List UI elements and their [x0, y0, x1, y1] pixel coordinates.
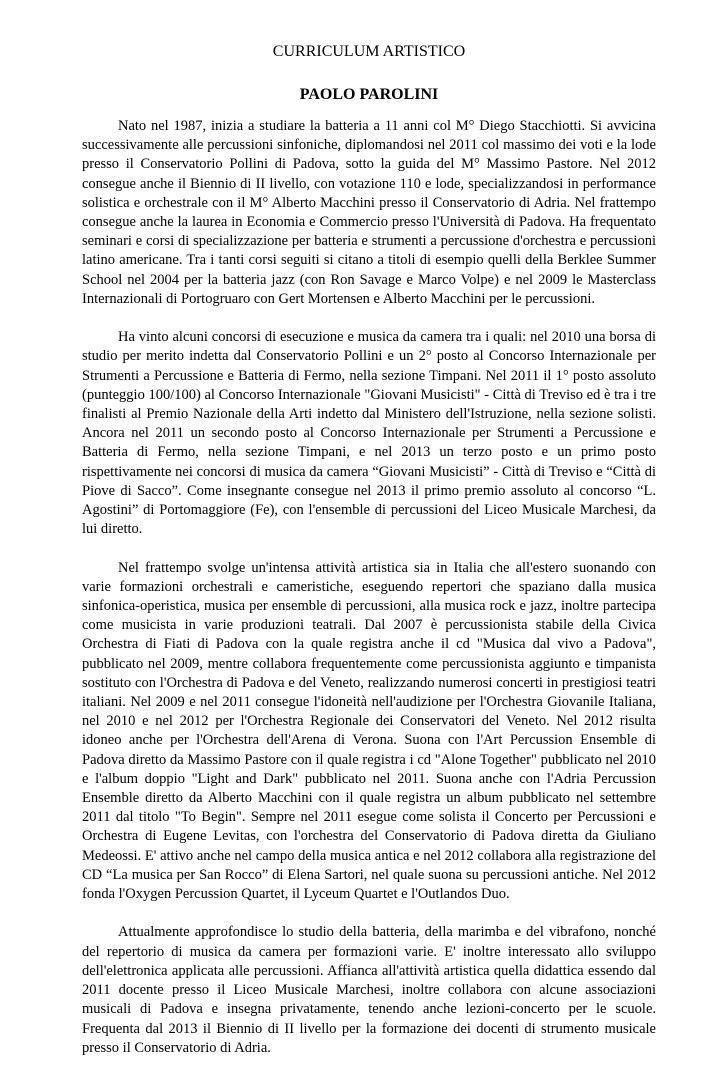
- document-heading: CURRICULUM ARTISTICO: [272, 43, 466, 60]
- paragraph-competitions: Ha vinto alcuni concorsi di esecuzione e musica da camera tra i quali: nel 2010 una borsa di studio per merito indetta dal Conservatorio Pollini e un 2° posto al Concorso Internazionale per Strumenti a Percussione e Batteria di Fermo, nella sezione Timpani. Nel 2011 il 1° posto assoluto (punteggio 100/100) al Concorso Internazionale "Giovani Musicisti" - Città di Treviso ed è tra i tre finalisti al Premio Nazionale della Arti indetto dal Ministero dell'Istruzione, nella sezione solisti. Ancora nel 2011 un secondo posto al Concorso Internazionale per Strumenti a Percussione e Batteria di Fermo, nella sezione Timpani, e nel 2013 un terzo posto e un primo posto rispettivamente nei concorsi di musica da camera “Giovani Musicisti” - Città di Treviso e “Città di Piove di Sacco”. Come insegnante consegue nel 2013 il primo premio assoluto al concorso “L. Agostini” di Portomaggiore (Fe), con l'ensemble di percussioni del Liceo Musicale Marchesi, da lui diretto.: [82, 329, 656, 538]
- paragraph-biography: Nato nel 1987, inizia a studiare la batteria a 11 anni col M° Diego Stacchiotti. Si avvicina successivamente alle percussioni sinfoniche, diplomandosi nel 2011 col massimo dei voti e la lode presso il Conservatorio Pollini di Padova, sotto la guida del M° Massimo Pastore. Nel 2012 consegue anche il Biennio di II livello, con votazione 110 e lode, specializzandosi in performance solistica e orchestrale con il M° Alberto Macchini presso il Conservatorio di Adria. Nel frattempo consegue anche la laurea in Economia e Commercio presso l'Università di Padova. Ha frequentato seminari e corsi di specializzazione per batteria e strumenti a percussione d'orchestra e percussioni latino americane. Tra i tanti corsi seguiti si citano a titoli di esempio quelli della Berklee Summer School nel 2004 per la batteria jazz (con Ron Savage e Marco Volpe) e nel 2009 le Masterclass Internazionali di Portogruaro con Gert Mortensen e Alberto Macchini per le percussioni.: [82, 118, 656, 307]
- artist-name: PAOLO PAROLINI: [299, 86, 439, 103]
- document-page: [82, 42, 656, 1077]
- paragraph-current-activity: Attualmente approfondisce lo studio della batteria, della marimba e del vibrafono, nonché del repertorio di musica da camera per formazioni varie. E' inoltre interessato allo sviluppo dell'elettronica applicata alle percussioni. Affianca all'attività artistica quella didattica essendo dal 2011 docente presso il Liceo Musicale Marchesi, inoltre collabora con alcune associazioni musicali di Padova e insegna privatamente, tenendo anche lezioni-concerto per le scuole. Frequenta dal 2013 il Biennio di II livello per la formazione dei docenti di strumento musicale presso il Conservatorio di Adria.: [82, 924, 656, 1056]
- paragraph-artistic-activity: Nel frattempo svolge un'intensa attività artistica sia in Italia che all'estero suonando con varie formazioni orchestrali e cameristiche, eseguendo repertori che spaziano dalla musica sinfonica-operistica, musica per ensemble di percussioni, alla musica rock e jazz, inoltre partecipa come musicista in varie produzioni teatrali. Dal 2007 è percussionista stabile della Civica Orchestra di Fiati di Padova con la quale registra anche il cd "Musica dal vivo a Padova", pubblicato nel 2009, mentre collabora frequentemente come percussionista aggiunto e timpanista sostituto con l'Orchestra di Padova e del Veneto, realizzando numerosi concerti in prestigiosi teatri italiani. Nel 2009 e nel 2011 consegue l'idoneità nell'audizione per l'Orchestra Giovanile Italiana, nel 2010 e nel 2012 per l'Orchestra Regionale dei Conservatori del Veneto. Nel 2012 risulta idoneo anche per l'Orchestra dell'Arena di Verona. Suona con l'Art Percussion Ensemble di Padova diretto da Massimo Pastore con il quale registra i cd "Alone Together" pubblicato nel 2010 e l'album doppio "Light and Dark" pubblicato nel 2011. Suona anche con l'Adria Percussion Ensemble diretto da Alberto Macchini con il quale registra un album pubblicato nel settembre 2011 dal titolo "To Begin". Sempre nel 2011 esegue come solista il Concerto per Percussioni e Orchestra di Eugene Levitas, con l'orchestra del Conservatorio di Padova diretta da Giuliano Medeossi. E' attivo anche nel campo della musica antica e nel 2012 collabora alla registrazione del CD “La musica per San Rocco” di Elena Sartori, nel quale suona su percussioni antiche. Nel 2012 fonda l'Oxygen Percussion Quartet, il Lyceum Quartet e l'Outlandos Duo.: [82, 559, 656, 903]
